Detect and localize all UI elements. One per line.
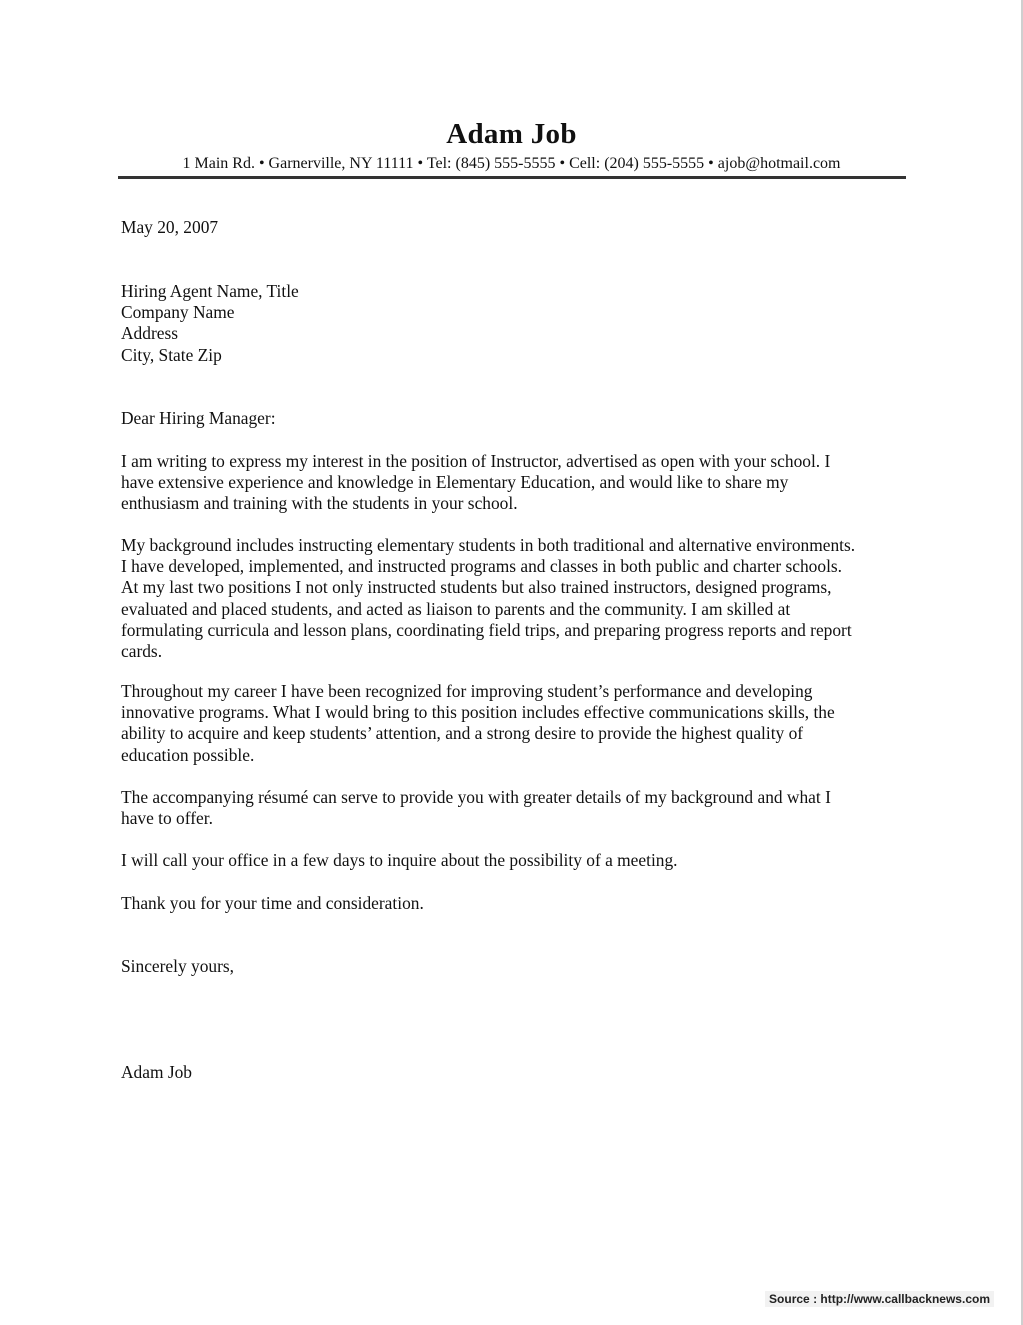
paragraph-line: Throughout my career I have been recognized for improving student’s performance and developing (121, 681, 813, 701)
paragraph-line: At my last two positions I not only instructed students but also trained instructors, designed programs, (121, 577, 832, 598)
paragraph-5 (121, 850, 921, 871)
paragraph-line: ability to acquire and keep students’ attention, and a strong desire to provide the highest quality of (121, 723, 804, 744)
recipient-address (121, 281, 921, 366)
letter-date (121, 217, 921, 238)
salutation (121, 408, 921, 429)
paragraph-line: I have developed, implemented, and instructed programs and classes in both public and charter schools. (121, 556, 843, 577)
closing (121, 956, 921, 977)
date-text: May 20, 2007 (121, 217, 219, 237)
recipient-line: Hiring Agent Name, Title (121, 281, 299, 301)
header-divider (118, 176, 906, 179)
signature-name: Adam Job (121, 1062, 193, 1082)
paragraph-line: formulating curricula and lesson plans, coordinating field trips, and preparing progress reports and report (121, 619, 852, 640)
paragraph-line: cards. (121, 641, 163, 662)
source-credit: Source : http://www.callbacknews.com (765, 1291, 994, 1307)
paragraph-line: education possible. (121, 744, 255, 765)
paragraph-line: have extensive experience and knowledge in Elementary Education, and would like to share my (121, 472, 789, 493)
paragraph-line: The accompanying résumé can serve to provide you with greater details of my background and what I (121, 787, 831, 807)
paragraph-line: I am writing to express my interest in the position of Instructor, advertised as open with your school. I (121, 451, 831, 471)
signature (121, 1062, 921, 1083)
paragraph-line: Thank you for your time and consideration. (121, 893, 424, 913)
recipient-line: Company Name (121, 302, 235, 323)
sender-name: Adam Job (446, 118, 577, 150)
paragraph-2 (121, 535, 921, 662)
paragraph-1 (121, 451, 921, 515)
recipient-line: City, State Zip (121, 344, 222, 365)
paragraph-line: My background includes instructing elementary students in both traditional and alternative environments. (121, 535, 856, 555)
paragraph-line: have to offer. (121, 808, 213, 829)
paragraph-6 (121, 893, 921, 914)
paragraph-line: evaluated and placed students, and acted as liaison to parents and the community. I am skilled at (121, 598, 791, 619)
salutation-text: Dear Hiring Manager: (121, 408, 276, 428)
paragraph-4 (121, 787, 921, 829)
paragraph-line: I will call your office in a few days to inquire about the possibility of a meeting. (121, 850, 678, 870)
paragraph-3 (121, 681, 921, 766)
closing-text: Sincerely yours, (121, 956, 235, 976)
paragraph-line: enthusiasm and training with the students in your school. (121, 493, 518, 514)
sender-contact-line: 1 Main Rd. • Garnerville, NY 11111 • Tel: (845) 555-5555 • Cell: (204) 555-5555 • ajob@hotmail.com (182, 155, 841, 172)
recipient-line: Address (121, 323, 178, 344)
paragraph-line: innovative programs. What I would bring to this position includes effective communications skills, the (121, 702, 835, 723)
